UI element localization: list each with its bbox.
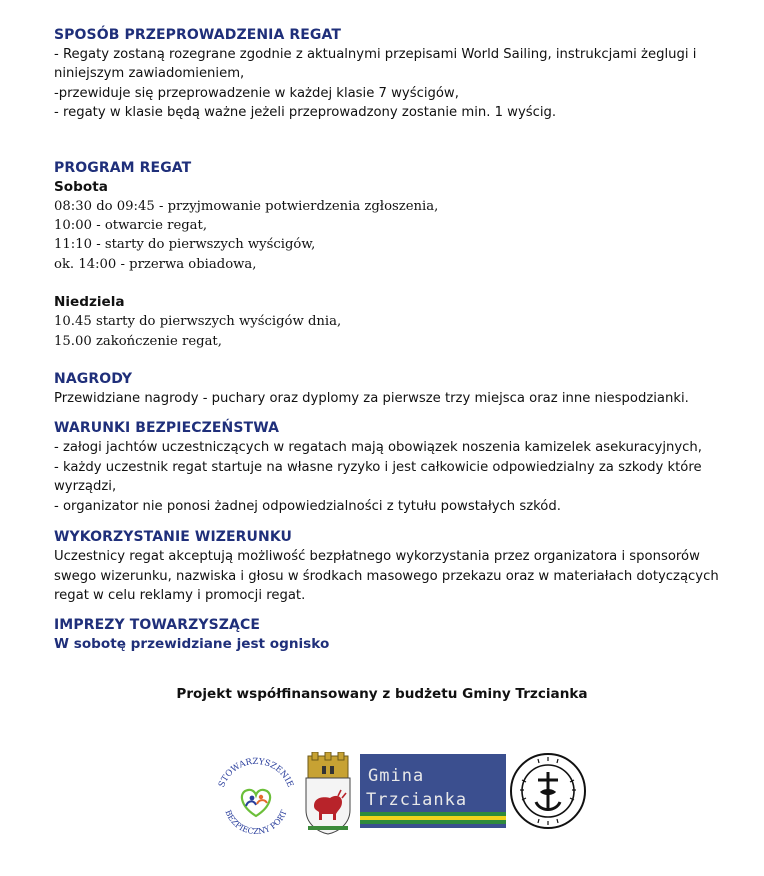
svg-text:BEZPIECZNY PORT bbox=[223, 808, 288, 836]
gmina-logo-line1: Gmina bbox=[368, 766, 425, 786]
logo-text-bottom: BEZPIECZNY PORT bbox=[223, 808, 289, 836]
section-nagrody bbox=[54, 370, 744, 408]
heading-wizerunek: WYKORZYSTANIE WIZERUNKU bbox=[54, 529, 293, 546]
text-line: regat w celu reklamy i promocji regat. bbox=[54, 587, 306, 603]
text-line: -przewiduje się przeprowadzenie w każdej klasie 7 wyścigów, bbox=[54, 85, 459, 101]
heading-imprezy: IMPREZY TOWARZYSZĄCE bbox=[54, 617, 260, 634]
svg-text:STOWARZYSZENIE bbox=[217, 757, 295, 789]
section-bezpieczenstwo bbox=[54, 419, 744, 516]
text-line: - Regaty zostaną rozegrane zgodnie z aktualnymi przepisami World Sailing, instrukcjami żeglugi i bbox=[54, 47, 697, 62]
day-label: Niedziela bbox=[54, 294, 125, 311]
text-line: - każdy uczestnik regat startuje na własne ryzyko i jest całkowicie odpowiedzialny za szkody które bbox=[54, 459, 702, 475]
schedule-line: 10.45 starty do pierwszych wyścigów dnia, bbox=[54, 314, 342, 330]
sailing-association-seal-icon bbox=[508, 750, 588, 832]
gmina-trzcianka-logo bbox=[360, 754, 506, 828]
stowarzyszenie-logo bbox=[210, 752, 302, 836]
schedule-line: 11:10 - starty do pierwszych wyścigów, bbox=[54, 237, 316, 253]
logo-text-top: STOWARZYSZENIE bbox=[216, 756, 296, 789]
gmina-logo-line2: Trzcianka bbox=[366, 790, 468, 810]
heading-program: PROGRAM REGAT bbox=[54, 159, 192, 176]
trzcianka-coat-of-arms-icon bbox=[300, 752, 356, 836]
section-wizerunek bbox=[54, 528, 744, 605]
heading-sposob: SPOSÓB PRZEPROWADZENIA REGAT bbox=[54, 27, 342, 43]
text-line: - załogi jachtów uczestniczących w regatach mają obowiązek noszenia kamizelek asekuracyjnych, bbox=[54, 440, 702, 456]
stripe-green bbox=[360, 820, 506, 824]
sponsor-logos bbox=[0, 748, 764, 838]
text-line: - organizator nie ponosi żadnej odpowiedzialności z tytułu powstałych szkód. bbox=[54, 498, 561, 514]
text-line: Przewidziane nagrody - puchary oraz dyplomy za pierwsze trzy miejsca oraz inne niespodzianki. bbox=[54, 391, 689, 407]
day-label: Sobota bbox=[54, 178, 108, 195]
document-body bbox=[54, 26, 744, 654]
schedule-line: 10:00 - otwarcie regat, bbox=[54, 218, 208, 234]
text-line: wyrządzi, bbox=[54, 479, 117, 495]
text-line: Uczestnicy regat akceptują możliwość bezpłatnego wykorzystania przez organizatora i sponsorów bbox=[54, 549, 700, 565]
imprezy-text: W sobotę przewidziane jest ognisko bbox=[54, 636, 330, 653]
heading-bezpieczenstwo: WARUNKI BEZPIECZEŃSTWA bbox=[54, 420, 280, 437]
section-program bbox=[54, 159, 744, 351]
funding-note: Projekt współfinansowany z budżetu Gminy Trzcianka bbox=[176, 686, 588, 702]
heading-nagrody: NAGRODY bbox=[54, 371, 133, 388]
text-line: swego wizerunku, nazwiska i głosu w środkach masowego przekazu oraz w materiałach dotyczących bbox=[54, 568, 719, 584]
schedule-line: 15.00 zakończenie regat, bbox=[54, 333, 222, 349]
section-sposob bbox=[54, 26, 744, 123]
schedule-line: ok. 14:00 - przerwa obiadowa, bbox=[54, 256, 257, 272]
text-line: niniejszym zawiadomieniem, bbox=[54, 66, 245, 82]
schedule-line: 08:30 do 09:45 - przyjmowanie potwierdzenia zgłoszenia, bbox=[54, 198, 439, 214]
text-line: - regaty w klasie będą ważne jeżeli przeprowadzony zostanie min. 1 wyścig. bbox=[54, 105, 557, 121]
section-imprezy bbox=[54, 616, 744, 654]
